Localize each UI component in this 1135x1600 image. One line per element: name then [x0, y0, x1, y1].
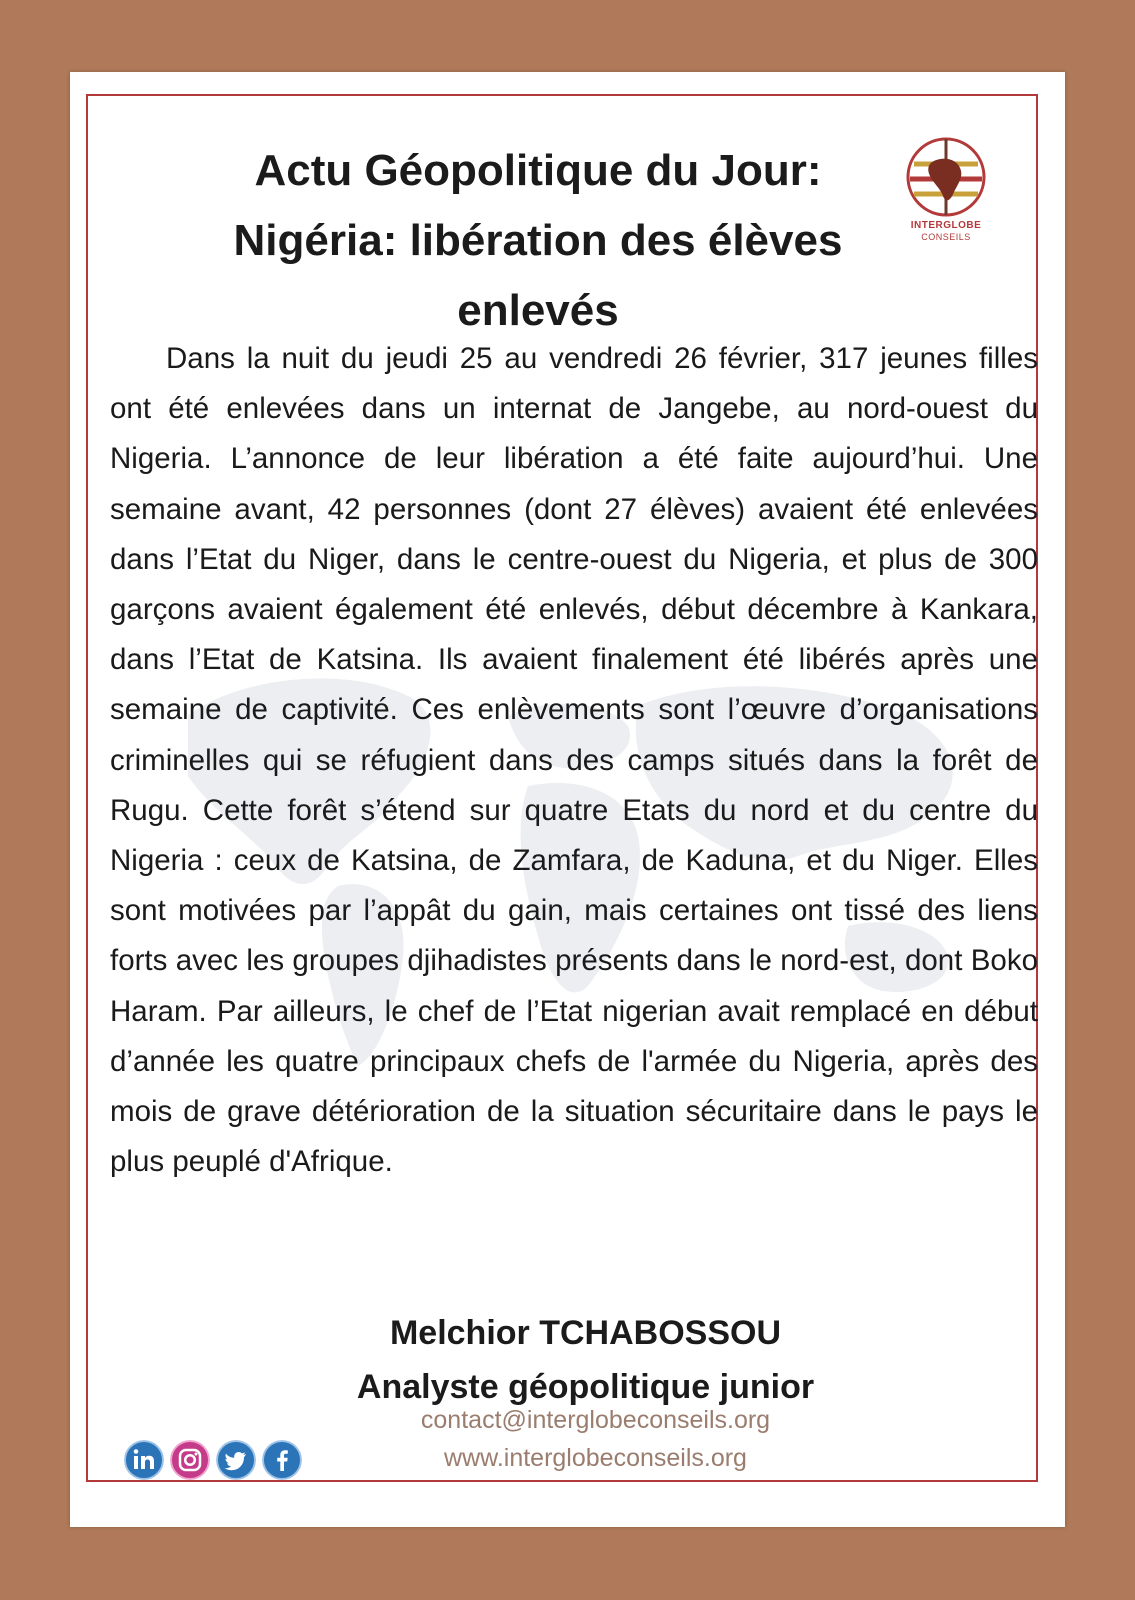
title-line-1: Actu Géopolitique du Jour: — [254, 146, 822, 195]
logo-name-line-2: CONSEILS — [921, 232, 971, 242]
page-title — [88, 136, 988, 346]
contact-website[interactable]: www.interglobeconseils.org — [444, 1444, 747, 1472]
author-block — [88, 1306, 1083, 1414]
social-icons — [124, 1440, 314, 1484]
document-sheet — [70, 72, 1065, 1527]
twitter-icon[interactable] — [216, 1440, 256, 1480]
globe-africa-icon — [896, 134, 996, 220]
author-role: Analyste géopolitique junior — [356, 1368, 815, 1406]
interglobe-logo — [896, 134, 996, 254]
document-frame — [86, 94, 1038, 1482]
linkedin-icon[interactable] — [124, 1440, 164, 1480]
instagram-icon[interactable] — [170, 1440, 210, 1480]
facebook-icon[interactable] — [262, 1440, 302, 1480]
article-body: Dans la nuit du jeudi 25 au vendredi 26 février, 317 jeunes filles ont été enlevées dans un internat de Jangebe, au nord-ouest du Nigeria. L’annonce de leur libération a été faite aujourd’hui. Une semaine avant, 42 personnes (dont 27 élèves) avaient été enlevées dans l’Etat du Niger, dans le centre-ouest du Nigeria, et plus de 300 garçons avaient également été enlevés, début décembre à Kankara, dans l’Etat de Katsina. Ils avaient finalement été libérés après une semaine de captivité. Ces enlèvements sont l’œuvre d’organisations criminelles qui se réfugient dans des camps situés dans la forêt de Rugu. Cette forêt s’étend sur quatre Etats du nord et du centre du Nigeria : ceux de Katsina, de Zamfara, de Kaduna, et du Niger. Elles sont motivées par l’appât du gain, mais certaines ont tissé des liens forts avec les groupes djihadistes présents dans le nord-est, dont Boko Haram. Par ailleurs, le chef de l’Etat nigerian avait remplacé en début d’année les quatre principaux chefs de l'armée du Nigeria, après des mois de grave détérioration de la situation sécuritaire dans le pays le plus peuplé d'Afrique. — [110, 342, 1038, 1179]
title-line-2: Nigéria: libération des élèves — [233, 216, 843, 265]
title-line-3: enlevés — [457, 286, 619, 335]
logo-name-line-1: INTERGLOBE — [910, 220, 982, 231]
contact-email[interactable]: contact@interglobeconseils.org — [420, 1406, 771, 1434]
author-name: Melchior TCHABOSSOU — [389, 1314, 782, 1352]
